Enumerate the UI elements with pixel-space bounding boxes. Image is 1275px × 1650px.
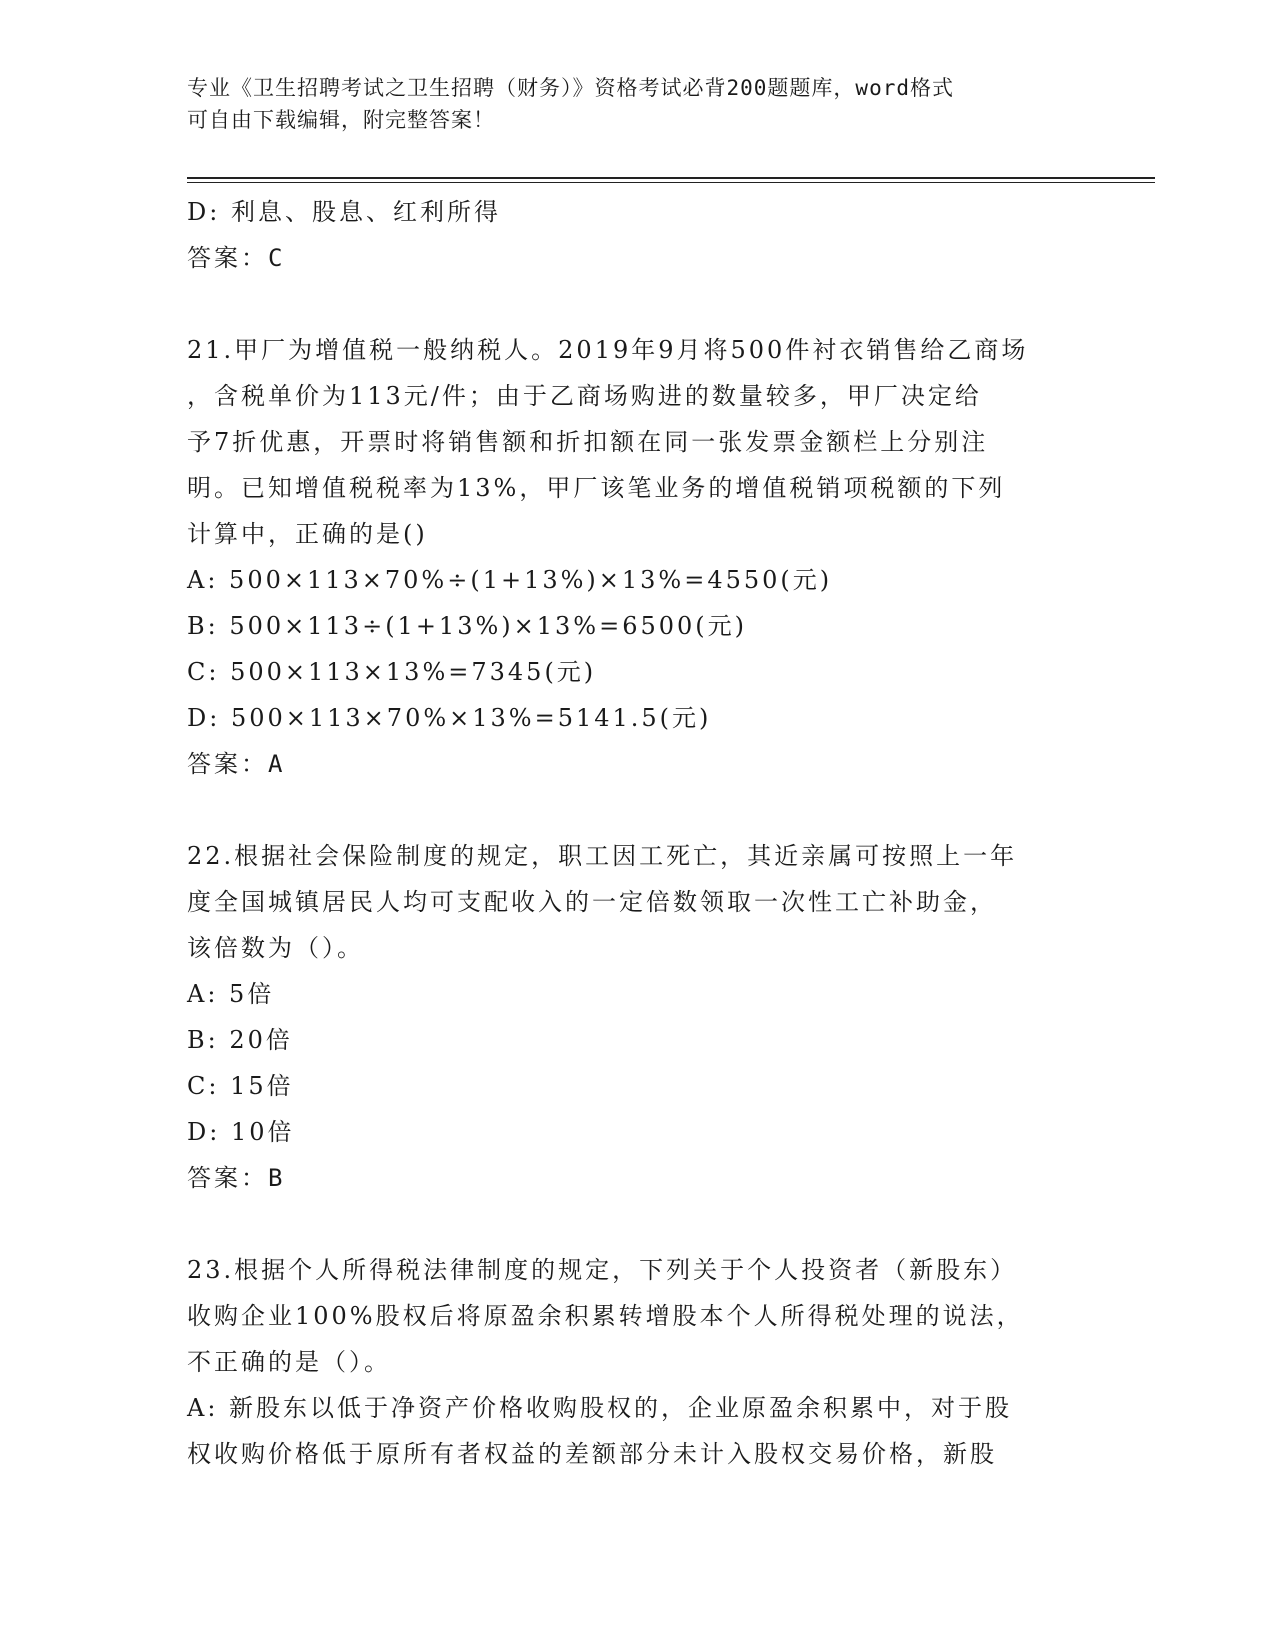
question-text-line: 明。已知增值税税率为13%，甲厂该笔业务的增值税销项税额的下列 — [187, 474, 1006, 502]
question-text-line: ，含税单价为113元/件；由于乙商场购进的数量较多，甲厂决定给 — [187, 382, 982, 410]
option-d: D: 利息、股息、红利所得 — [187, 198, 501, 226]
previous-question-tail — [187, 189, 1087, 281]
question-text-line: 收购企业100%股权后将原盈余积累转增股本个人所得税处理的说法， — [187, 1302, 1024, 1330]
option-a: A: 500×113×70%÷(1+13%)×13%=4550(元) — [187, 566, 833, 594]
answer: 答案：A — [187, 750, 286, 778]
header-line-2: 可自由下载编辑，附完整答案！ — [187, 108, 495, 132]
question-text-line: 22.根据社会保险制度的规定，职工因工死亡，其近亲属可按照上一年 — [187, 842, 1018, 870]
question-text-line: 予7折优惠，开票时将销售额和折扣额在同一张发票金额栏上分别注 — [187, 428, 989, 456]
question-text-line: 23.根据个人所得税法律制度的规定，下列关于个人投资者（新股东） — [187, 1256, 1018, 1284]
question-23 — [187, 1247, 1087, 1477]
question-text-line: 21.甲厂为增值税一般纳税人。2019年9月将500件衬衣销售给乙商场 — [187, 336, 1029, 364]
answer: 答案：C — [187, 244, 286, 272]
option-a: A: 5倍 — [187, 980, 275, 1008]
option-d: D: 500×113×70%×13%=5141.5(元) — [187, 704, 712, 732]
header-divider-thick — [187, 177, 1155, 179]
page-header — [187, 72, 1087, 136]
option-c: C: 500×113×13%=7345(元) — [187, 658, 597, 686]
document-body — [187, 189, 1087, 1477]
question-text-line: 该倍数为（）。 — [187, 934, 364, 962]
spacer — [187, 787, 1087, 833]
option-b: B: 500×113÷(1+13%)×13%=6500(元) — [187, 612, 748, 640]
question-text-line: 计算中，正确的是() — [187, 520, 428, 548]
option-a: A: 新股东以低于净资产价格收购股权的，企业原盈余积累中，对于股 — [187, 1394, 1013, 1422]
answer: 答案：B — [187, 1164, 286, 1192]
option-a-continued: 权收购价格低于原所有者权益的差额部分未计入股权交易价格，新股 — [187, 1440, 997, 1468]
question-22 — [187, 833, 1087, 1201]
question-21 — [187, 327, 1087, 787]
question-text-line: 度全国城镇居民人均可支配收入的一定倍数领取一次性工亡补助金， — [187, 888, 997, 916]
header-divider-thin — [187, 182, 1155, 183]
option-d: D: 10倍 — [187, 1118, 295, 1146]
option-c: C: 15倍 — [187, 1072, 294, 1100]
header-line-1: 专业《卫生招聘考试之卫生招聘（财务）》资格考试必背200题题库，word格式 — [187, 76, 954, 100]
question-text-line: 不正确的是（）。 — [187, 1348, 391, 1376]
spacer — [187, 1201, 1087, 1247]
spacer — [187, 281, 1087, 327]
option-b: B: 20倍 — [187, 1026, 293, 1054]
